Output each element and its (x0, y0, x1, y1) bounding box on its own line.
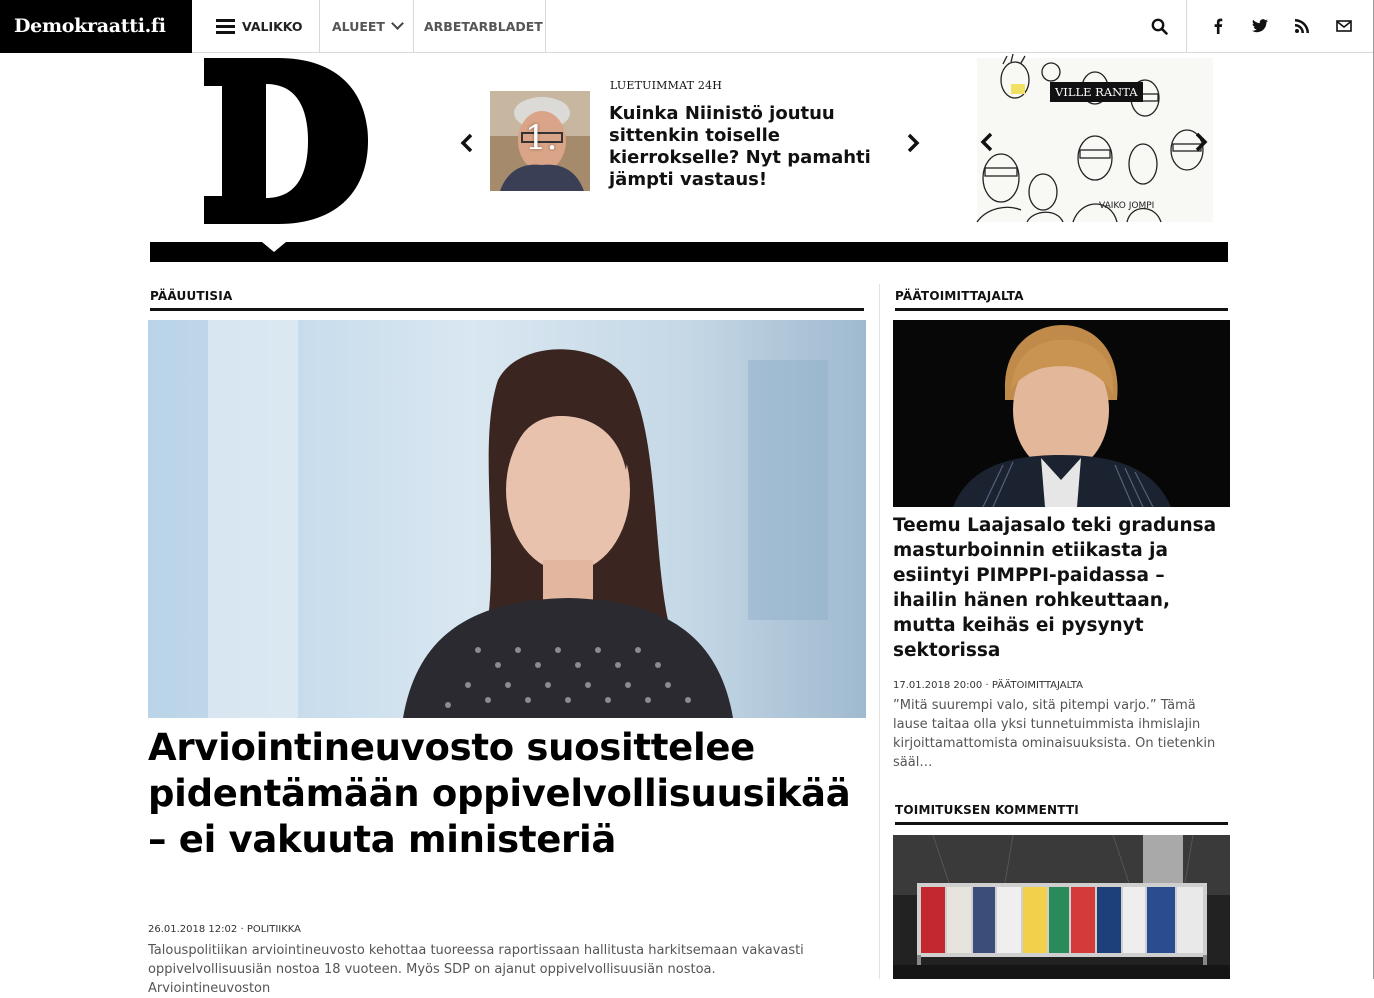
chevron-right-icon (906, 133, 920, 153)
section-title-paatoimittajalta: PÄÄTOIMITTAJALTA (895, 289, 1228, 311)
sidebar-article-lead: ”Mitä suurempi valo, sitä pitempi varjo.” Tämä lause taitaa olla yksi tunnetuimmista ihmislajin kirjoittamattomista ominaisuuksista. On tietenkin sääl… (893, 698, 1216, 770)
facebook-icon (1213, 18, 1223, 34)
cartoon-author-tag: VILLE RANTA (1050, 82, 1143, 102)
photo-image (893, 835, 1230, 979)
photo-image (893, 320, 1230, 507)
search-icon (1151, 18, 1168, 35)
chevron-right-icon (1194, 132, 1208, 152)
chevron-left-icon (980, 132, 994, 152)
arbetarbladet-link[interactable] (414, 0, 546, 52)
photo-image (148, 320, 866, 718)
meta-separator: · (985, 680, 992, 691)
arbetarbladet-label: ARBETARBLADET (424, 18, 543, 34)
sidebar-article-title[interactable]: Teemu Laajasalo teki gradunsa masturboinnin etiikasta ja esiintyi PIMPPI-paidassa – ihailin hänen rohkeuttaan, mutta keihäs ei pysynyt sektorissa (893, 515, 1217, 661)
menu-button[interactable] (192, 0, 320, 52)
search-button[interactable] (1132, 0, 1187, 52)
most-read-kicker: LUETUIMMAT 24H (610, 79, 723, 92)
hamburger-icon (216, 19, 235, 34)
svg-text:VAIKO JOMPI: VAIKO JOMPI (1099, 201, 1155, 211)
comment-article-photo[interactable] (893, 835, 1230, 979)
rss-link[interactable] (1282, 0, 1322, 52)
twitter-link[interactable] (1240, 0, 1280, 52)
big-d-logo[interactable] (200, 58, 372, 224)
twitter-icon (1252, 19, 1268, 33)
masthead-rule (150, 242, 1228, 262)
section-title-toimituksen-kommentti: TOIMITUKSEN KOMMENTTI (895, 803, 1228, 825)
section-title-paauutisia: PÄÄUUTISIA (150, 289, 864, 311)
facebook-link[interactable] (1198, 0, 1238, 52)
sidebar-article-photo[interactable] (893, 320, 1230, 507)
cartoon-next-button[interactable] (1189, 130, 1213, 154)
menu-label: VALIKKO (242, 18, 303, 34)
alueet-dropdown[interactable] (320, 0, 414, 52)
meta-separator: · (240, 924, 247, 935)
mail-icon (1336, 20, 1352, 32)
chevron-left-icon (460, 133, 474, 153)
most-read-prev-button[interactable] (455, 131, 479, 155)
main-article-photo[interactable] (148, 320, 866, 718)
main-article-lead: Talouspolitiikan arviointineuvosto kehottaa tuoreessa raportissaan hallitusta harkitsemaan vakavasti oppivelvollisuusiän nostoa 18 vuoteen. Myös SDP on ajanut oppivelvollisuusiän nostoa. Arviointineuvoston (148, 943, 804, 996)
main-article-date: 26.01.2018 12:02 (148, 924, 238, 935)
sidebar-article-meta (893, 680, 1083, 691)
main-article-meta (148, 924, 301, 935)
chevron-down-icon (391, 17, 404, 30)
main-article-title[interactable]: Arviointineuvosto suosittelee pidentämään oppivelvollisuusikää – ei vakuuta ministeriä (148, 726, 851, 861)
top-navigation-bar (0, 0, 1374, 53)
most-read-title[interactable]: Kuinka Niinistö joutuu sittenkin toiselle kierrokselle? Nyt pamahti jämpti vastaus! (609, 103, 871, 190)
rss-icon (1295, 19, 1309, 33)
mail-link[interactable] (1324, 0, 1364, 52)
most-read-next-button[interactable] (901, 131, 925, 155)
cartoon-prev-button[interactable] (975, 130, 999, 154)
sidebar-article-date: 17.01.2018 20:00 (893, 680, 983, 691)
alueet-label: ALUEET (332, 18, 385, 34)
masthead-rule-notch (262, 242, 286, 252)
most-read-rank: 1. (525, 118, 558, 158)
site-logo[interactable]: Demokraatti.fi (0, 0, 192, 53)
main-article-category[interactable]: POLITIIKKA (246, 924, 302, 935)
column-divider (879, 284, 880, 979)
sidebar-article-category[interactable]: PÄÄTOIMITTAJALTA (991, 680, 1083, 691)
